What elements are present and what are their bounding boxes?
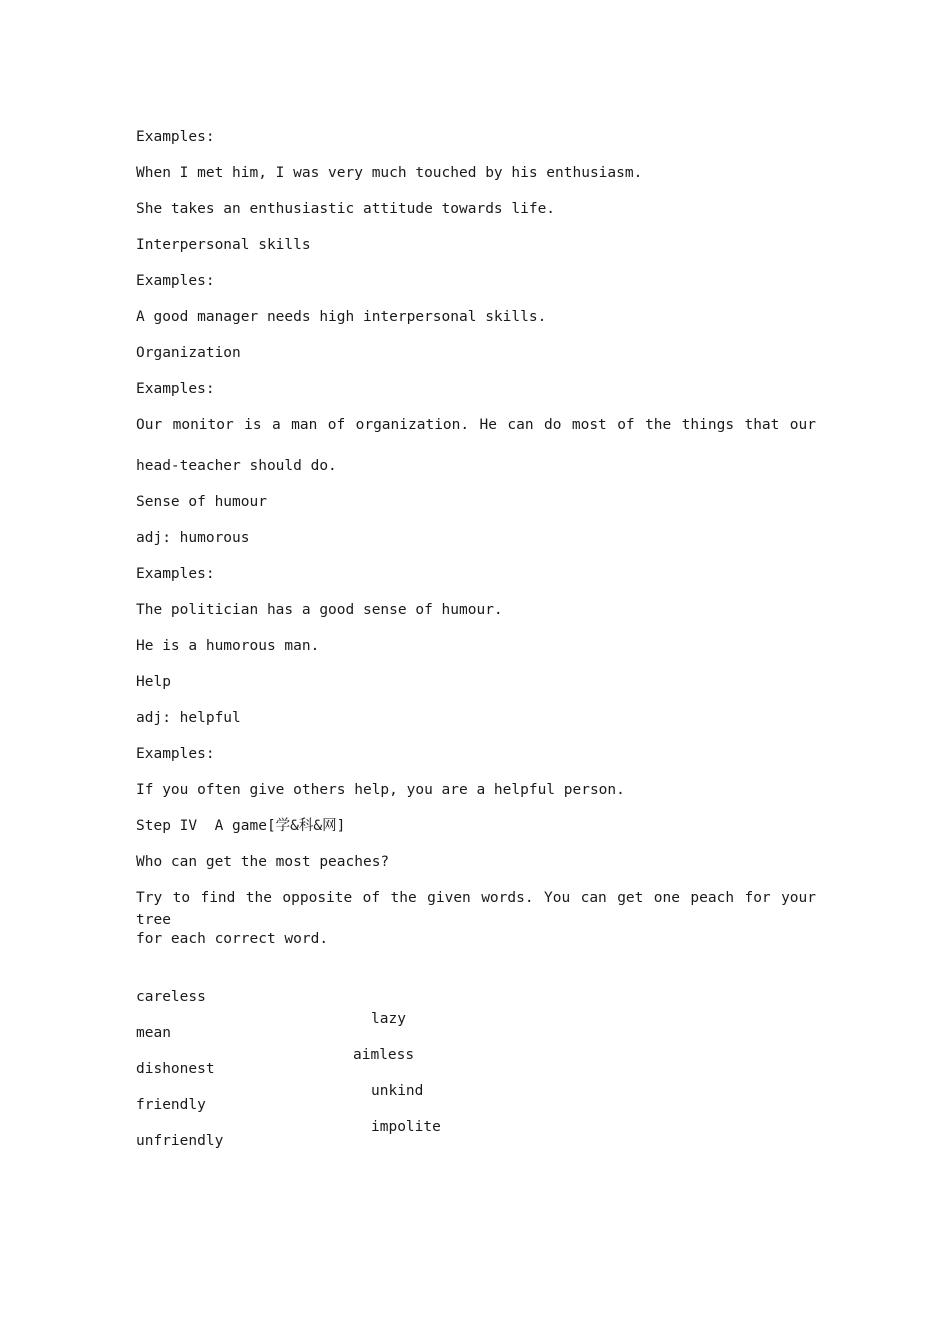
term-heading: Organization [136,345,241,361]
word-list-row [136,964,816,1027]
term-heading: Sense of humour [136,494,267,510]
term-heading: Interpersonal skills [136,237,311,253]
examples-heading: Examples: [136,746,215,762]
game-instructions-continued: for each correct word. [136,931,329,947]
game-question: Who can get the most peaches? [136,854,390,870]
word-right: impolite [371,1119,441,1135]
word-right: lazy [371,1011,406,1027]
word-left: careless [136,989,206,1005]
examples-heading: Examples: [136,381,215,397]
examples-heading: Examples: [136,273,215,289]
word-list-row [136,1036,816,1099]
examples-heading: Examples: [136,566,215,582]
example-sentence: The politician has a good sense of humour. [136,602,503,618]
adjective-form: adj: humorous [136,530,250,546]
step-heading: Step IV A game[学&科&网] [136,818,346,834]
example-sentence: He is a humorous man. [136,638,320,654]
example-sentence: If you often give others help, you are a helpful person. [136,782,625,798]
term-heading: Help [136,674,171,690]
example-sentence: A good manager needs high interpersonal skills. [136,309,547,325]
example-sentence: She takes an enthusiastic attitude towards life. [136,201,556,217]
examples-heading: Examples: [136,129,215,145]
word-left: dishonest [136,1061,215,1077]
word-list-row [136,1108,816,1149]
word-right: unkind [371,1083,424,1099]
word-list-row [136,1000,816,1063]
word-left: unfriendly [136,1133,224,1149]
example-sentence: Our monitor is a man of organization. He can do most of the things that our [136,417,816,433]
word-left: mean [136,1025,171,1041]
document-body [136,126,816,1149]
word-left: friendly [136,1097,206,1113]
word-right: aimless [353,1047,415,1063]
adjective-form: adj: helpful [136,710,241,726]
game-instructions: Try to find the opposite of the given words. You can get one peach for your tree [136,890,816,928]
example-sentence-continued: head-teacher should do. [136,458,337,474]
word-list-row [136,1072,816,1135]
example-sentence: When I met him, I was very much touched by his enthusiasm. [136,165,643,181]
